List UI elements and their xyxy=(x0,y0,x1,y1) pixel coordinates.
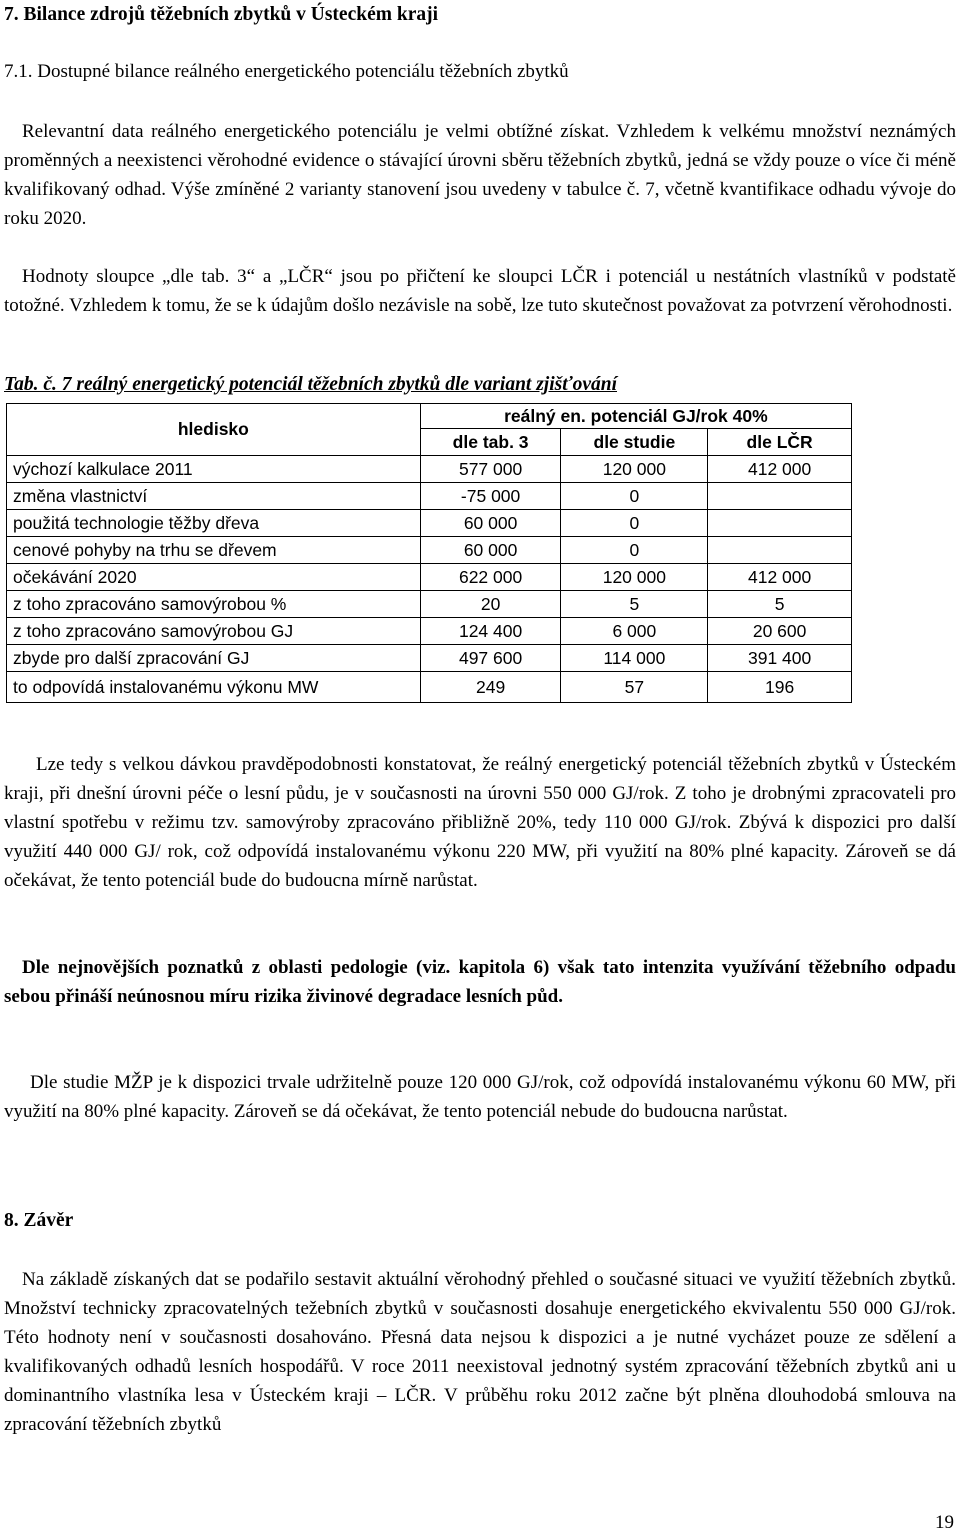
cell-value: 5 xyxy=(561,591,708,618)
paragraph-intro-1: Relevantní data reálného energetického potenciálu je velmi obtížné získat. Vzhledem k velkému množství neznámých proměnných a neexistenci věrohodné evidence o stávající úrovni sběru těžebních zbytků, jedná se vždy pouze o více či méně kvalifikovaný odhad. Výše zmíněné 2 varianty stanovení jsou uvedeny v tabulce č. 7, včetně kvantifikace odhadu vývoje do roku 2020. xyxy=(4,121,956,229)
row-label: z toho zpracováno samovýrobou GJ xyxy=(7,618,421,645)
row-label: z toho zpracováno samovýrobou % xyxy=(7,591,421,618)
cell-value: 57 xyxy=(561,672,708,703)
cell-value: 497 600 xyxy=(420,645,561,672)
header-col-lcr: dle LČR xyxy=(708,429,852,456)
table-header-row-1 xyxy=(7,404,852,429)
cell-value: 412 000 xyxy=(708,564,852,591)
paragraph-conclusion-1: Lze tedy s velkou dávkou pravděpodobnosti konstatovat, že reálný energetický potenciál těžebních zbytků v Ústeckém kraji, při dnešní úrovni péče o lesní půdu, je v současnosti na úrovni 550 000 GJ/rok. Z toho je drobnými zpracovateli pro vlastní spotřebu v režimu tzv. samovýroby zpracováno přibližně 20%, tedy 110 000 GJ/rok. Zbývá k dispozici pro další využití 440 000 GJ/ rok, což odpovídá instalovanému výkonu 220 MW, při využití na 80% plné kapacity. Zároveň se dá očekávat, že tento potenciál bude do budoucna mírně narůstat. xyxy=(4,754,956,891)
cell-value: 5 xyxy=(708,591,852,618)
table-row xyxy=(7,645,852,672)
header-hledisko: hledisko xyxy=(7,404,421,456)
cell-value: 0 xyxy=(561,510,708,537)
table-caption: Tab. č. 7 reálný energetický potenciál těžebních zbytků dle variant zjišťování xyxy=(4,374,618,395)
header-col-studie: dle studie xyxy=(561,429,708,456)
potential-table xyxy=(6,403,852,703)
paragraph-zaver: Na základě získaných dat se podařilo sestavit aktuální věrohodný přehled o současné situaci ve využití těžebních zbytků. Množství technicky zpracovatelných težebních zbytků v současnosti dosahuje energetického ekvivalentu 550 000 GJ/rok. Této hodnoty není v současnosti dosahováno. Přesná data nejsou k dispozici a je nutné vycházet pouze ze sdělení a kvalifikovaných odhadů lesních hospodářů. V roce 2011 neexistoval jednotný systém zpracování těžebních zbytků ani u dominantního vlastníka lesa v Ústeckém kraji – LČR. V průběhu roku 2012 začne být plněna dlouhodobá smlouva na zpracování těžebních zbytků xyxy=(4,1269,956,1435)
paragraph-mzp-study: Dle studie MŽP je k dispozici trvale udržitelně pouze 120 000 GJ/rok, což odpovídá instalovanému výkonu 60 MW, při využití na 80% plné kapacity. Zároveň se dá očekávat, že tento potenciál nebude do budoucna narůstat. xyxy=(4,1072,956,1122)
cell-value: 60 000 xyxy=(420,537,561,564)
row-label: cenové pohyby na trhu se dřevem xyxy=(7,537,421,564)
cell-value: 412 000 xyxy=(708,456,852,483)
section-heading-7: 7. Bilance zdrojů těžebních zbytků v Ústeckém kraji xyxy=(4,4,439,25)
row-label: to odpovídá instalovanému výkonu MW xyxy=(7,672,421,703)
section-heading-8: 8. Závěr xyxy=(4,1210,74,1231)
cell-value: 6 000 xyxy=(561,618,708,645)
table-row xyxy=(7,672,852,703)
row-label: použitá technologie těžby dřeva xyxy=(7,510,421,537)
row-label: změna vlastnictví xyxy=(7,483,421,510)
row-label: zbyde pro další zpracování GJ xyxy=(7,645,421,672)
cell-value: 120 000 xyxy=(561,456,708,483)
table-row xyxy=(7,510,852,537)
table-row xyxy=(7,591,852,618)
cell-value: 20 xyxy=(420,591,561,618)
table-row xyxy=(7,564,852,591)
cell-value: 0 xyxy=(561,483,708,510)
paragraph-bold-warning: Dle nejnovějších poznatků z oblasti pedologie (viz. kapitola 6) však tato intenzita využívání těžebního odpadu sebou přináší neúnosnou míru rizika živinové degradace lesních půd. xyxy=(4,957,956,1007)
row-label: výchozí kalkulace 2011 xyxy=(7,456,421,483)
table-row xyxy=(7,456,852,483)
cell-value: 60 000 xyxy=(420,510,561,537)
cell-value xyxy=(708,510,852,537)
table-row xyxy=(7,483,852,510)
table-row xyxy=(7,537,852,564)
cell-value: 20 600 xyxy=(708,618,852,645)
cell-value: -75 000 xyxy=(420,483,561,510)
cell-value: 124 400 xyxy=(420,618,561,645)
header-col-tab3: dle tab. 3 xyxy=(420,429,561,456)
cell-value: 391 400 xyxy=(708,645,852,672)
cell-value xyxy=(708,537,852,564)
paragraph-intro-2: Hodnoty sloupce „dle tab. 3“ a „LČR“ jsou po přičtení ke sloupci LČR i potenciál u nestátních vlastníků v podstatě totožné. Vzhledem k tomu, že se k údajům došlo nezávisle na sobě, lze tuto skutečnost považovat za potvrzení věrohodnosti. xyxy=(4,266,956,316)
header-group: reálný en. potenciál GJ/rok 40% xyxy=(420,404,851,429)
cell-value: 0 xyxy=(561,537,708,564)
cell-value: 577 000 xyxy=(420,456,561,483)
subsection-heading-7-1: 7.1. Dostupné bilance reálného energetického potenciálu těžebních zbytků xyxy=(4,61,569,82)
cell-value xyxy=(708,483,852,510)
cell-value: 120 000 xyxy=(561,564,708,591)
cell-value: 196 xyxy=(708,672,852,703)
cell-value: 622 000 xyxy=(420,564,561,591)
cell-value: 114 000 xyxy=(561,645,708,672)
table-row xyxy=(7,618,852,645)
page-number: 19 xyxy=(935,1512,954,1533)
cell-value: 249 xyxy=(420,672,561,703)
row-label: očekávání 2020 xyxy=(7,564,421,591)
